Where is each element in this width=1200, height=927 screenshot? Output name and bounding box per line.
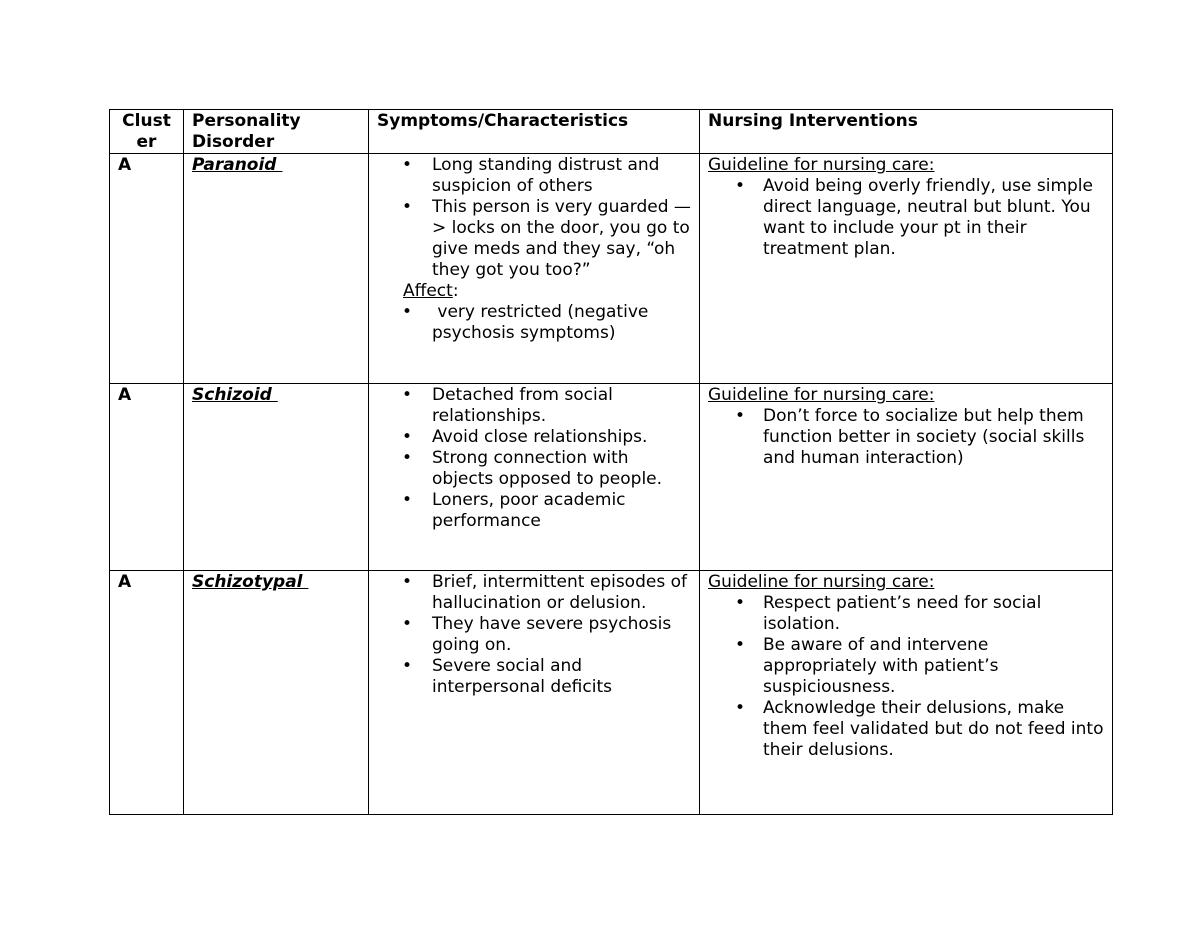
- list-item: • Long standing distrust and suspicion of others: [432, 155, 691, 197]
- cluster-cell: A: [110, 154, 184, 384]
- header-cluster-line1: Clust: [122, 111, 171, 131]
- disorder-cell: [184, 571, 369, 815]
- header-disorder-line1: Personality: [192, 111, 301, 131]
- table-header-row: [110, 110, 1113, 154]
- list-item: • Strong connection with objects opposed to people.: [432, 448, 691, 490]
- list-item: • Avoid being overly friendly, use simple direct language, neutral but blunt. You want to include your pt in their treatment plan.: [763, 176, 1104, 260]
- table-row: [110, 154, 1113, 384]
- cluster-cell: A: [110, 571, 184, 815]
- interventions-cell: [700, 154, 1113, 384]
- symptoms-cell: [369, 384, 700, 571]
- affect-list: [377, 302, 691, 344]
- affect-label-text: Affect: [403, 281, 453, 301]
- interventions-list: [708, 593, 1104, 761]
- list-item: • Avoid close relationships.: [432, 427, 691, 448]
- list-item: • They have severe psychosis going on.: [432, 614, 691, 656]
- symptoms-list: [377, 385, 691, 532]
- symptoms-cell: [369, 154, 700, 384]
- guideline-label: Guideline for nursing care:: [708, 572, 935, 592]
- symptoms-list: [377, 572, 691, 698]
- guideline-label: Guideline for nursing care:: [708, 155, 935, 175]
- disorder-name: Schizotypal: [192, 572, 309, 592]
- header-interventions: Nursing Interventions: [700, 110, 1113, 154]
- header-disorder-line2: Disorder: [192, 132, 275, 152]
- document-page: [109, 109, 1112, 815]
- list-item: • Be aware of and intervene appropriately with patient’s suspiciousness.: [763, 635, 1104, 698]
- interventions-cell: [700, 571, 1113, 815]
- list-item: • Don’t force to socialize but help them function better in society (social skills and human interaction): [763, 406, 1104, 469]
- list-item: • Detached from social relationships.: [432, 385, 691, 427]
- header-cluster: [110, 110, 184, 154]
- disorder-name: Schizoid: [192, 385, 278, 405]
- header-symptoms: Symptoms/Characteristics: [369, 110, 700, 154]
- header-disorder: [184, 110, 369, 154]
- affect-label: [403, 281, 691, 302]
- interventions-list: [708, 176, 1104, 260]
- disorder-cell: [184, 154, 369, 384]
- list-item: • Severe social and interpersonal deficits: [432, 656, 691, 698]
- guideline-label: Guideline for nursing care:: [708, 385, 935, 405]
- cluster-cell: A: [110, 384, 184, 571]
- table-row: [110, 571, 1113, 815]
- list-item: • very restricted (negative psychosis symptoms): [432, 302, 691, 344]
- interventions-cell: [700, 384, 1113, 571]
- affect-label-colon: :: [452, 281, 459, 301]
- list-item: • Loners, poor academic performance: [432, 490, 691, 532]
- symptoms-list: [377, 155, 691, 281]
- header-cluster-line2: er: [136, 132, 157, 152]
- list-item: • Acknowledge their delusions, make them feel validated but do not feed into their delusions.: [763, 698, 1104, 761]
- disorder-cell: [184, 384, 369, 571]
- list-item: • Brief, intermittent episodes of hallucination or delusion.: [432, 572, 691, 614]
- personality-disorder-table: [109, 109, 1113, 815]
- disorder-name: Paranoid: [192, 155, 283, 175]
- symptoms-cell: [369, 571, 700, 815]
- interventions-list: [708, 406, 1104, 469]
- list-item: • This person is very guarded —> locks on the door, you go to give meds and they say, “oh they got you too?”: [432, 197, 691, 281]
- table-row: [110, 384, 1113, 571]
- list-item: • Respect patient’s need for social isolation.: [763, 593, 1104, 635]
